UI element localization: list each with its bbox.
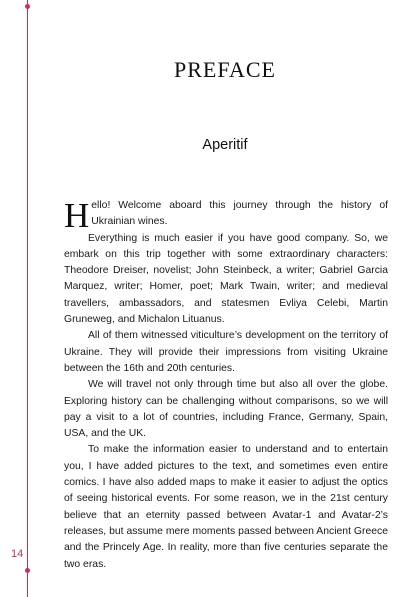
paragraph-1	[64, 196, 388, 235]
section-subtitle: Aperitif	[202, 137, 248, 153]
margin-rule-dot-bottom	[25, 568, 30, 573]
paragraph-5: To make the information easier to understand and to entertain you, I have added pictures to the text, and sometimes even entire comics. I have also added maps to make it easier to adjust the optics of seeing historical events. For some reason, we in the 21st century believe that an eternity passed between Avatar-1 and Avatar-2’s releases, but assume mere moments passed between Ancient Greece and the Princely Age. In reality, more than five centuries separate the two eras.	[64, 444, 388, 570]
page-title: PREFACE	[174, 57, 276, 82]
drop-cap: H	[64, 196, 90, 235]
paragraph-1-text: ello! Welcome aboard this journey through the history of Ukrainian wines.	[91, 200, 388, 228]
paragraph-2: Everything is much easier if you have good company. So, we embark on this trip together with some extraordinary characters: Theodore Dreiser, novelist; John Steinbeck, a writer; Gabriel Garcia Marquez, writer; Homer, poet; Mark Twain, writer; and medieval travellers, ambassadors, and statesmen Evliya Celebi, Martin Gruneweg, and Michalon Lituanus.	[64, 232, 388, 326]
paragraph-3: All of them witnessed viticulture’s development on the territory of Ukraine. They will provide their impressions from visiting Ukraine between the 16th and 20th centuries.	[64, 330, 388, 374]
margin-rule	[27, 0, 28, 597]
margin-rule-dot-top	[25, 4, 30, 9]
paragraph-4: We will travel not only through time but also all over the globe. Exploring history can be challenging without comparisons, so we will pay a visit to a lot of countries, including France, Germany, Spain, USA, and the UK.	[64, 379, 388, 440]
page-number: 14	[11, 548, 24, 560]
body-text	[64, 198, 388, 573]
